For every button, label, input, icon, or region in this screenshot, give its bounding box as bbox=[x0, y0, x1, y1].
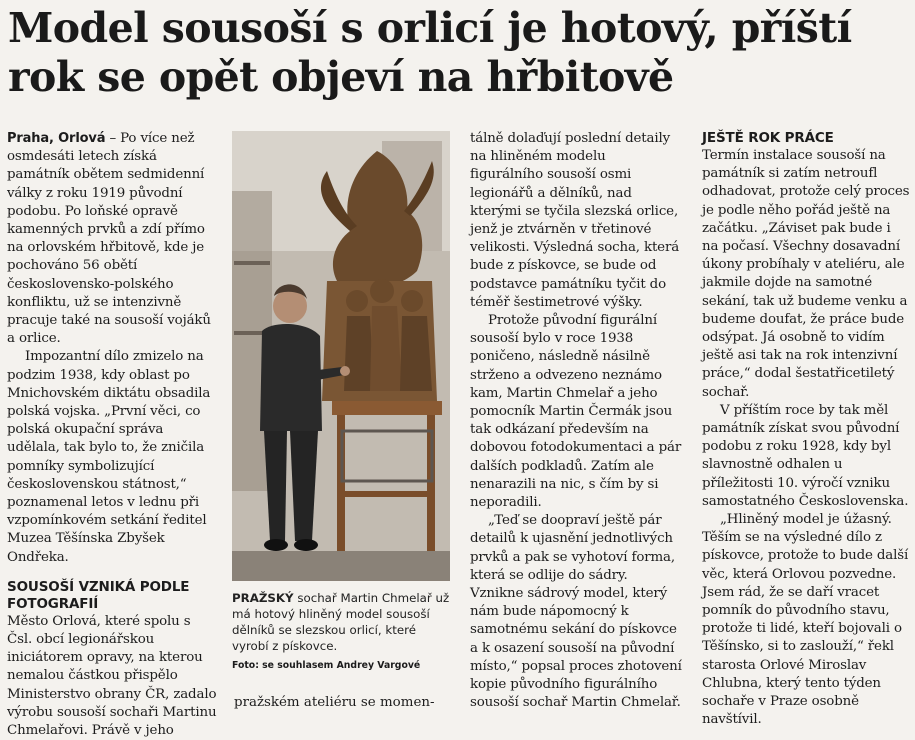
paragraph: Město Orlová, které spolu s Čsl. obcí legionářskou iniciátorem opravy, na kterou nemalou částkou přispělo Ministerstvo obrany ČR, zadalo výrobu sousoší sochaři Martinu Chmelařovi. Právě v jeho bbox=[7, 613, 217, 739]
subhead-jeste-rok-prace: JEŠTĚ ROK PRÁCE bbox=[702, 130, 834, 146]
lead-paragraph bbox=[7, 130, 219, 348]
dateline: Praha, Orlová bbox=[7, 131, 106, 146]
sculptor-photo bbox=[232, 131, 450, 581]
paragraph: V příštím roce by tak měl památník získat svou původní podobu z roku 1928, kdy byl slavnostně odhalen u příležitosti 10. výročí vzniku samostatného Československa. bbox=[702, 402, 909, 509]
sculptor-photo-illustration bbox=[232, 131, 450, 581]
column-2-tail: pražském ateliéru se momen- bbox=[234, 695, 435, 710]
paragraph: Impozantní dílo zmizelo na podzim 1938, kdy oblast po Mnichovském diktátu obsadila polská vojska. „První věci, co polská okupační správa udělala, tak bylo to, že zničila pomníky symbolizující československou státnost,“ poznamenal letos v lednu při vzpomínkovém setkání ředitel Muzea Těšínska Zbyšek Ondřeka. bbox=[7, 349, 211, 565]
lead-text: – Po více než osmdesáti letech získá památník obětem sedmidenní války z roku 1919 původní podobu. Po loňské opravě kamenných prvků a zdí přímo na orlovském hřbitově, kde je pochováno 56 obětí československo-polského konfliktu, už se intenzivně pracuje také na sousoší vojáků a orlice. bbox=[7, 131, 211, 347]
photo-credit: Foto: se souhlasem Andrey Vargové bbox=[232, 660, 421, 671]
column-4 bbox=[702, 130, 910, 730]
paragraph: Termín instalace sousoší na památník si zatím netroufl odhadovat, protože celý proces je podle něho pořád ještě na začátku. „Záviset pak bude i na počasí. Všechny dosavadní úkony probíhaly v ateliéru, ale jakmile dojde na samotné sekání, tak už budeme venku a budeme doufat, že práce bude odsýpat. Já osobně to vidím ještě asi tak na rok intenzivní práce,“ dodal šestatřicetiletý sochař. bbox=[702, 148, 910, 400]
headline: Model sousoší s orlicí je hotový, příští rok se opět objeví na hřbitově bbox=[8, 4, 852, 101]
paragraph: Protože původní figurální sousoší bylo v roce 1938 poničeno, následně násilně strženo a odvezeno neznámo kam, Martin Chmelař a jeho pomocník Martin Čermák jsou tak odkázaní především na dobovou fotodokumentaci a pár dalších podkladů. Zatím ale nenarazili na nic, s čím by si neporadili. bbox=[470, 313, 682, 511]
paragraph: „Teď se doopraví ještě pár detailů k ujasnění jednotlivých prvků a pak se vyhotoví forma, která se odlije do sádry. Vznikne sádrový model, který nám bude nápomocný k samotnému sekání do pískovce a k osazení sousoší na původní místo,“ popsal proces zhotovení kopie původního figurálního sousoší sochař Martin Chmelař. bbox=[470, 513, 682, 711]
caption-lead: PRAŽSKÝ bbox=[232, 591, 294, 605]
caption-text: sochař Martin Chmelař už má hotový hliněný model sousoší dělníků se slezskou orlicí, které vyrobí z pískovce. bbox=[232, 591, 450, 653]
column-3 bbox=[470, 130, 682, 713]
paragraph: tálně dolaďují poslední detaily na hliněném modelu figurálního sousoší osmi legionářů a dělníků, nad kterými se tyčila slezská orlice, jenž je ztvárněn v třetinové velikosti. Výsledná socha, která bude z pískovce, se bude od podstavce památníku tyčit do téměř šestimetrové výšky. bbox=[470, 131, 680, 310]
subhead-sousosi: SOUSOŠÍ VZNIKÁ PODLE FOTOGRAFIÍ bbox=[7, 578, 190, 612]
paragraph: „Hliněný model je úžasný. Těším se na výsledné dílo z pískovce, protože to bude další věc, která Orlovou pozvedne. Jsem rád, že se daří vracet pomník do původního stavu, protože ti lidé, kteří bojovali o Těšínsko, si to zaslouží,“ řekl starosta Orlové Miroslav Chlubna, který tento týden sochaře v Praze osobně navštívil. bbox=[702, 512, 909, 728]
photo-caption bbox=[232, 590, 452, 654]
column-1 bbox=[7, 130, 219, 740]
